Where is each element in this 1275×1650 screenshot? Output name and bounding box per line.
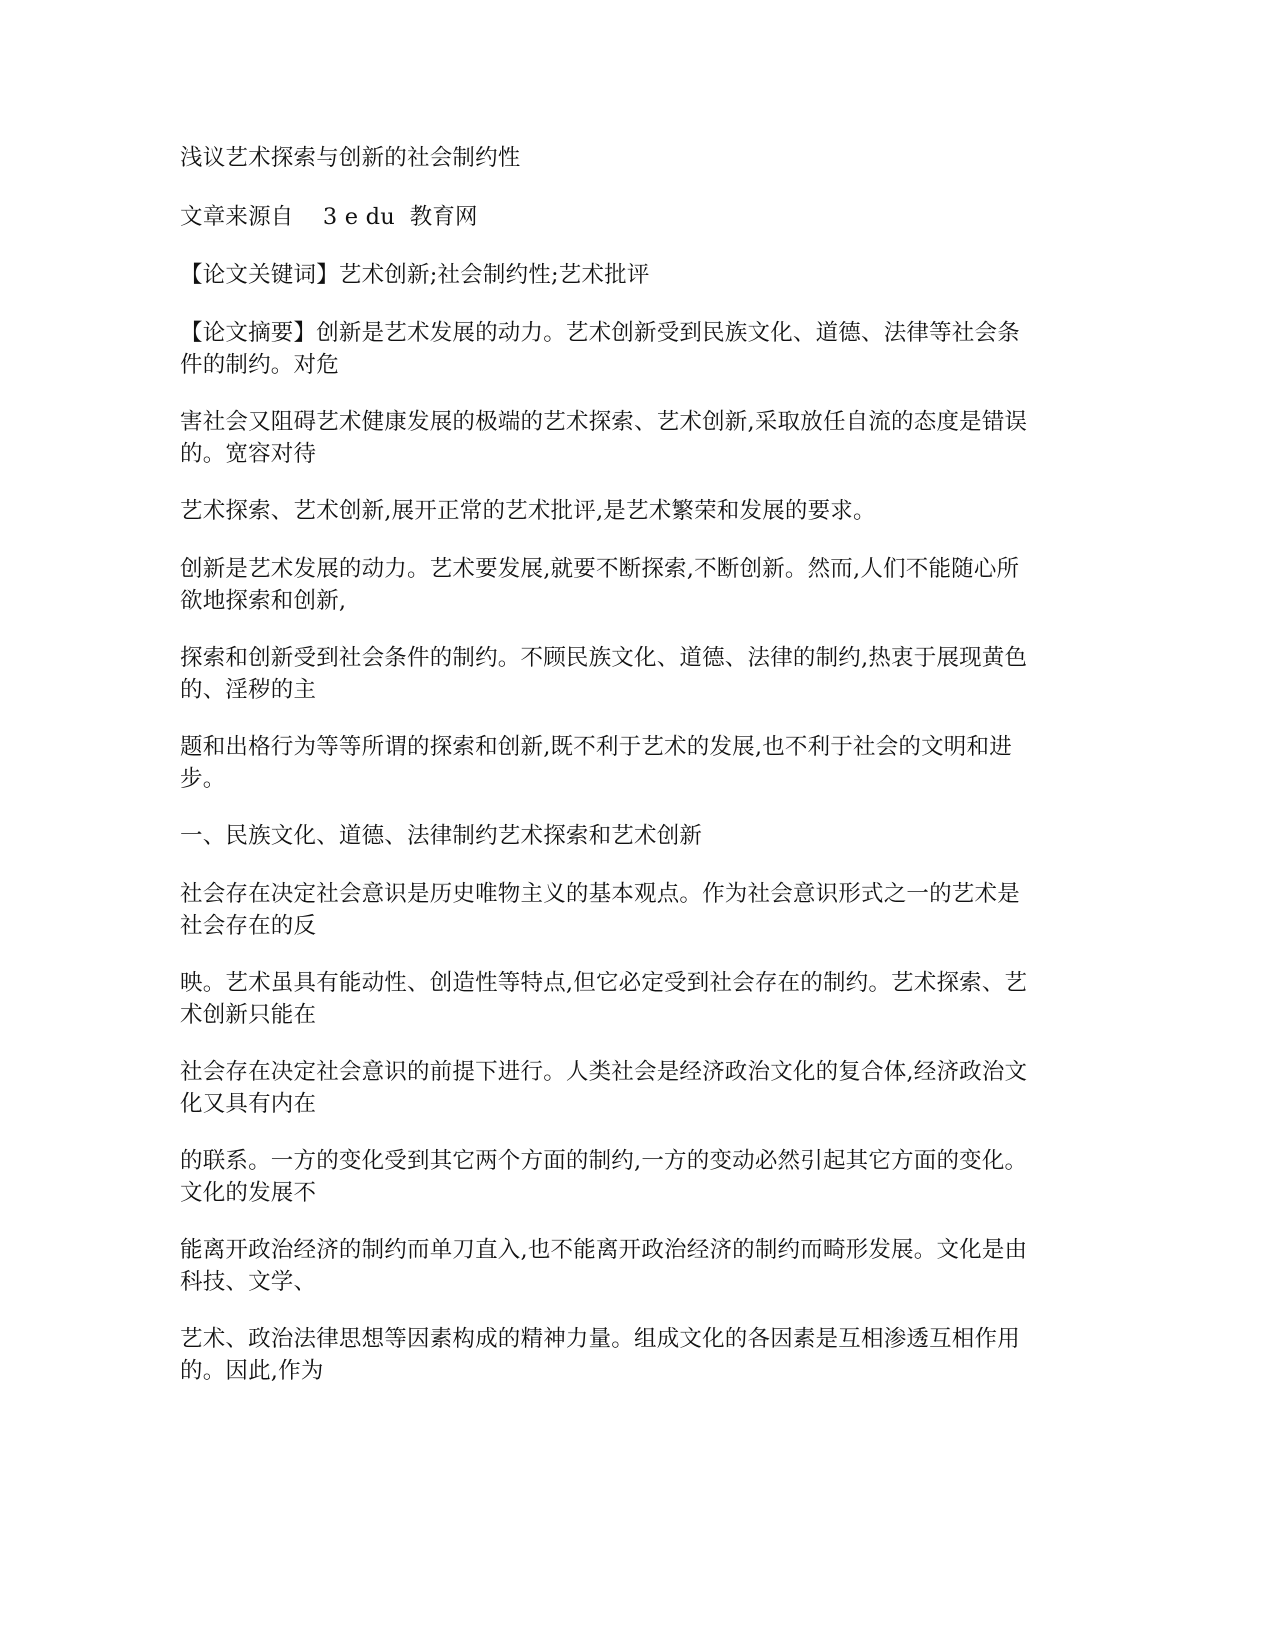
keywords-line: 【论文关键词】艺术创新;社会制约性;艺术批评 xyxy=(180,262,650,288)
body-paragraph: 社会存在决定社会意识是历史唯物主义的基本观点。作为社会意识形式之一的艺术是社会存在的反 xyxy=(180,881,1020,939)
body-paragraph: 害社会又阻碍艺术健康发展的极端的艺术探索、艺术创新,采取放任自流的态度是错误的。宽容对待 xyxy=(180,409,1028,467)
body-paragraph: 能离开政治经济的制约而单刀直入,也不能离开政治经济的制约而畸形发展。文化是由科技、文学、 xyxy=(180,1237,1028,1295)
body-paragraph: 社会存在决定社会意识的前提下进行。人类社会是经济政治文化的复合体,经济政治文化又具有内在 xyxy=(180,1059,1028,1117)
abstract-paragraph: 【论文摘要】创新是艺术发展的动力。艺术创新受到民族文化、道德、法律等社会条件的制约。对危 xyxy=(180,320,1020,378)
body-paragraph: 映。艺术虽具有能动性、创造性等特点,但它必定受到社会存在的制约。艺术探索、艺术创新只能在 xyxy=(180,970,1028,1028)
body-paragraph: 探索和创新受到社会条件的制约。不顾民族文化、道德、法律的制约,热衷于展现黄色的、淫秽的主 xyxy=(180,645,1028,703)
body-paragraph: 题和出格行为等等所谓的探索和创新,既不利于艺术的发展,也不利于社会的文明和进步。 xyxy=(180,734,1012,792)
body-paragraph: 的联系。一方的变化受到其它两个方面的制约,一方的变动必然引起其它方面的变化。文化的发展不 xyxy=(180,1148,1028,1206)
section-heading: 一、民族文化、道德、法律制约艺术探索和艺术创新 xyxy=(180,823,703,849)
document-title: 浅议艺术探索与创新的社会制约性 xyxy=(180,145,521,171)
source-line: 文章来源自 3 e du 教育网 xyxy=(180,204,478,230)
document-page xyxy=(180,0,1040,1650)
body-paragraph: 艺术、政治法律思想等因素构成的精神力量。组成文化的各因素是互相渗透互相作用的。因此,作为 xyxy=(180,1326,1020,1384)
body-paragraph: 创新是艺术发展的动力。艺术要发展,就要不断探索,不断创新。然而,人们不能随心所欲地探索和创新, xyxy=(180,556,1020,614)
body-paragraph: 艺术探索、艺术创新,展开正常的艺术批评,是艺术繁荣和发展的要求。 xyxy=(180,498,876,524)
